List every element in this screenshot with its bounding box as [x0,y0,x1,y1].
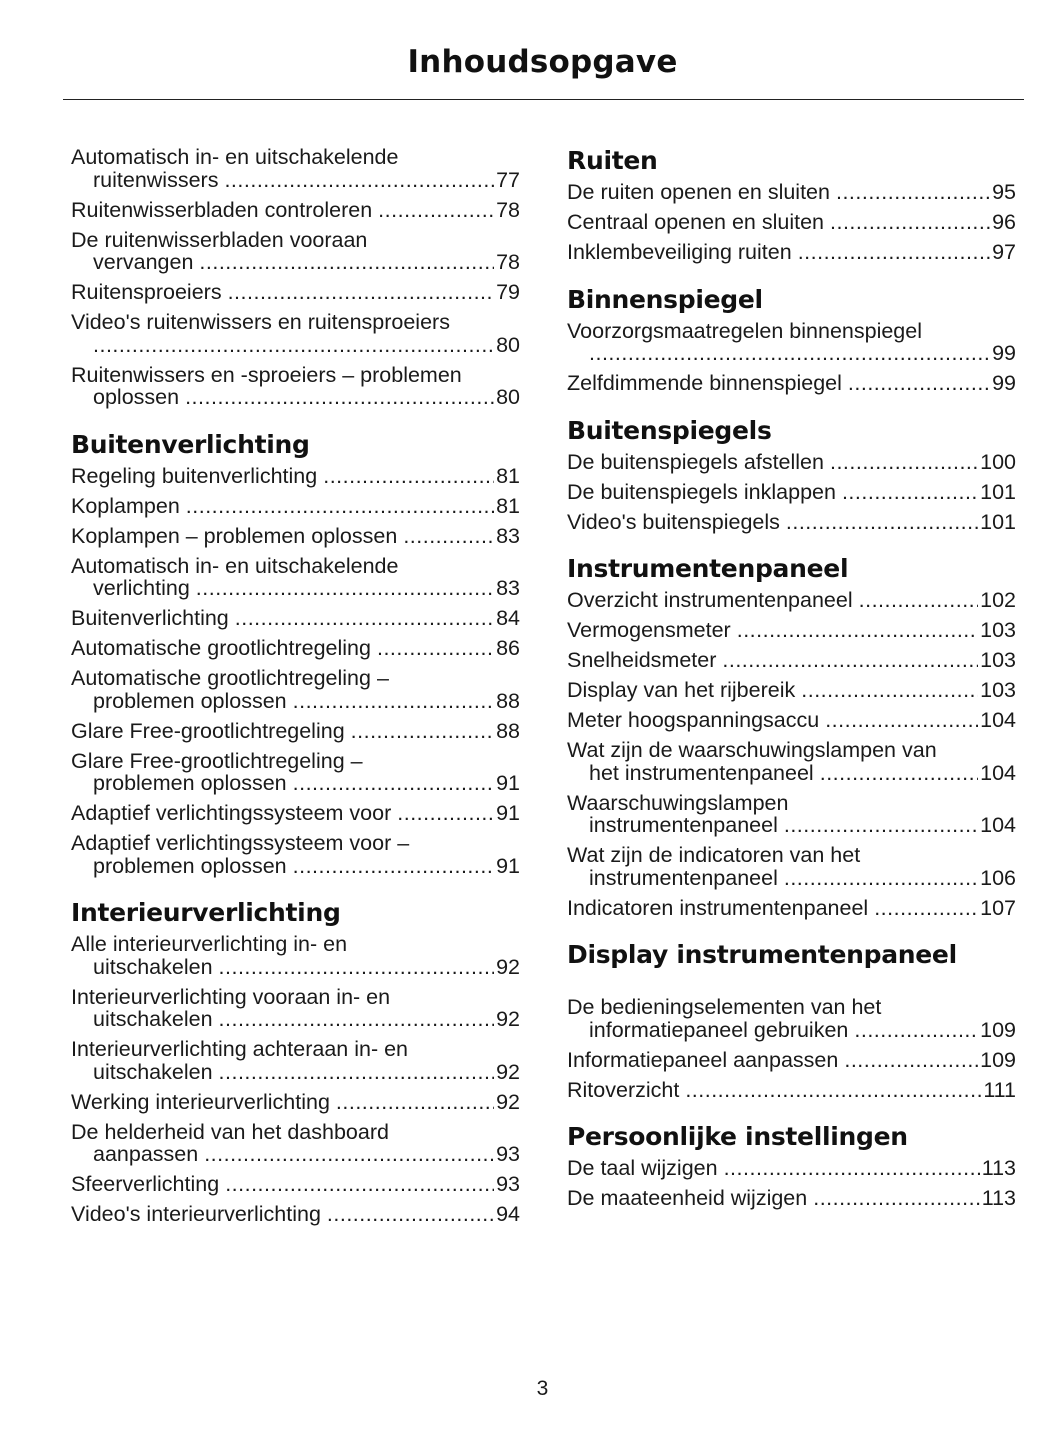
toc-entry[interactable]: Koplampen ..... 81 [71,495,520,518]
toc-entry[interactable]: Werking interieurverlichting ..... 92 [71,1091,520,1114]
toc-entry[interactable]: Ruitensproeiers ..... 79 [71,281,520,304]
toc-section-windows [567,146,1016,264]
toc-section-personal-settings [567,1122,1016,1210]
toc-entry[interactable]: Automatisch in- en uitschakelende ruitenwissers ..... 77 [71,146,520,191]
toc-entry[interactable]: Overzicht instrumentenpaneel ..... 102 [567,589,1016,612]
toc-entry[interactable]: De taal wijzigen ..... 113 [567,1157,1016,1180]
toc-entry[interactable]: Sfeerverlichting ..... 93 [71,1173,520,1196]
toc-entry[interactable]: Inklembeveiliging ruiten ..... 97 [567,241,1016,264]
toc-entry[interactable]: Interieurverlichting achteraan in- en uitschakelen ..... 92 [71,1038,520,1083]
section-heading: Instrumentenpaneel [567,554,849,583]
toc-entry[interactable]: De helderheid van het dashboard aanpassen ..... 93 [71,1121,520,1166]
toc-entry[interactable]: De bedieningselementen van het informatiepaneel gebruiken ..... 109 [567,996,1016,1041]
section-heading: Ruiten [567,146,658,175]
toc-entry[interactable]: Informatiepaneel aanpassen ..... 109 [567,1049,1016,1072]
toc-entry[interactable]: Ritoverzicht ..... 111 [567,1079,1016,1102]
toc-column-left [71,146,520,1247]
toc-entry[interactable]: Wat zijn de indicatoren van het instrumentenpaneel ..... 106 [567,844,1016,889]
toc-entry[interactable]: Centraal openen en sluiten ..... 96 [567,211,1016,234]
toc-entry[interactable]: Display van het rijbereik ..... 103 [567,679,1016,702]
toc-entry[interactable]: De buitenspiegels afstellen ..... 100 [567,451,1016,474]
toc-entry[interactable]: De buitenspiegels inklappen ..... 101 [567,481,1016,504]
toc-entry[interactable]: Indicatoren instrumentenpaneel ..... 107 [567,897,1016,920]
page-number: 3 [536,1377,549,1400]
title-divider [63,99,1024,100]
toc-entry[interactable]: Video's interieurverlichting ..... 94 [71,1203,520,1226]
toc-entry[interactable]: Alle interieurverlichting in- en uitschakelen ..... 92 [71,933,520,978]
section-heading: Buitenspiegels [567,415,772,445]
toc-entry[interactable]: Video's ruitenwissers en ruitensproeiers ..... 80 [71,311,520,356]
toc-entry[interactable]: Vermogensmeter ..... 103 [567,619,1016,642]
section-heading: Display instrumentenpaneel [567,940,957,969]
toc-entry[interactable]: Video's buitenspiegels ..... 101 [567,511,1016,534]
toc-entry[interactable]: Buitenverlichting ..... 84 [71,607,520,630]
toc-section-exterior-lighting [71,430,520,878]
toc-entry[interactable]: Automatische grootlichtregeling ..... 86 [71,637,520,660]
section-heading: Persoonlijke instellingen [567,1122,908,1151]
toc-section-exterior-mirrors [567,416,1016,534]
toc-entry[interactable]: Automatisch in- en uitschakelende verlichting ..... 83 [71,555,520,600]
toc-entry[interactable]: Zelfdimmende binnenspiegel ..... 99 [567,372,1016,395]
toc-section-instrument-panel [567,554,1016,919]
toc-entry[interactable]: Koplampen – problemen oplossen ..... 83 [71,525,520,548]
toc-entry[interactable]: Ruitenwissers en -sproeiers – problemen oplossen ..... 80 [71,364,520,409]
toc-entry[interactable]: De ruitenwisserbladen vooraan vervangen ..... 78 [71,229,520,274]
toc-section-interior-lighting [71,898,520,1226]
page-title: Inhoudsopgave [407,44,678,80]
toc-entry[interactable]: Adaptief verlichtingssysteem voor – problemen oplossen ..... 91 [71,832,520,877]
toc-entry[interactable]: De ruiten openen en sluiten ..... 95 [567,181,1016,204]
section-heading: Binnenspiegel [567,284,763,314]
toc-entry[interactable]: Meter hoogspanningsaccu ..... 104 [567,709,1016,732]
section-heading: Interieurverlichting [71,898,341,927]
toc-section-wipers [71,146,520,409]
toc-entry[interactable]: Automatische grootlichtregeling – problemen oplossen ..... 88 [71,667,520,712]
toc-entry[interactable]: Waarschuwingslampen instrumentenpaneel ..... 104 [567,792,1016,837]
toc-column-right [567,146,1016,1231]
toc-entry[interactable]: Wat zijn de waarschuwingslampen van het instrumentenpaneel ..... 104 [567,739,1016,784]
toc-entry[interactable]: Snelheidsmeter ..... 103 [567,649,1016,672]
toc-section-instrument-display [567,940,1016,1101]
section-heading: Buitenverlichting [71,429,310,459]
toc-section-interior-mirror [567,285,1016,395]
toc-entry[interactable]: Adaptief verlichtingssysteem voor ..... 91 [71,802,520,825]
toc-entry[interactable]: Interieurverlichting vooraan in- en uitschakelen ..... 92 [71,986,520,1031]
toc-entry[interactable]: Glare Free-grootlichtregeling ..... 88 [71,720,520,743]
toc-entry[interactable]: Voorzorgsmaatregelen binnenspiegel ..... 99 [567,320,1016,365]
toc-entry[interactable]: Glare Free-grootlichtregeling – problemen oplossen ..... 91 [71,750,520,795]
toc-entry[interactable]: Regeling buitenverlichting ..... 81 [71,465,520,488]
toc-entry[interactable]: De maateenheid wijzigen ..... 113 [567,1187,1016,1210]
toc-entry[interactable]: Ruitenwisserbladen controleren ..... 78 [71,199,520,222]
